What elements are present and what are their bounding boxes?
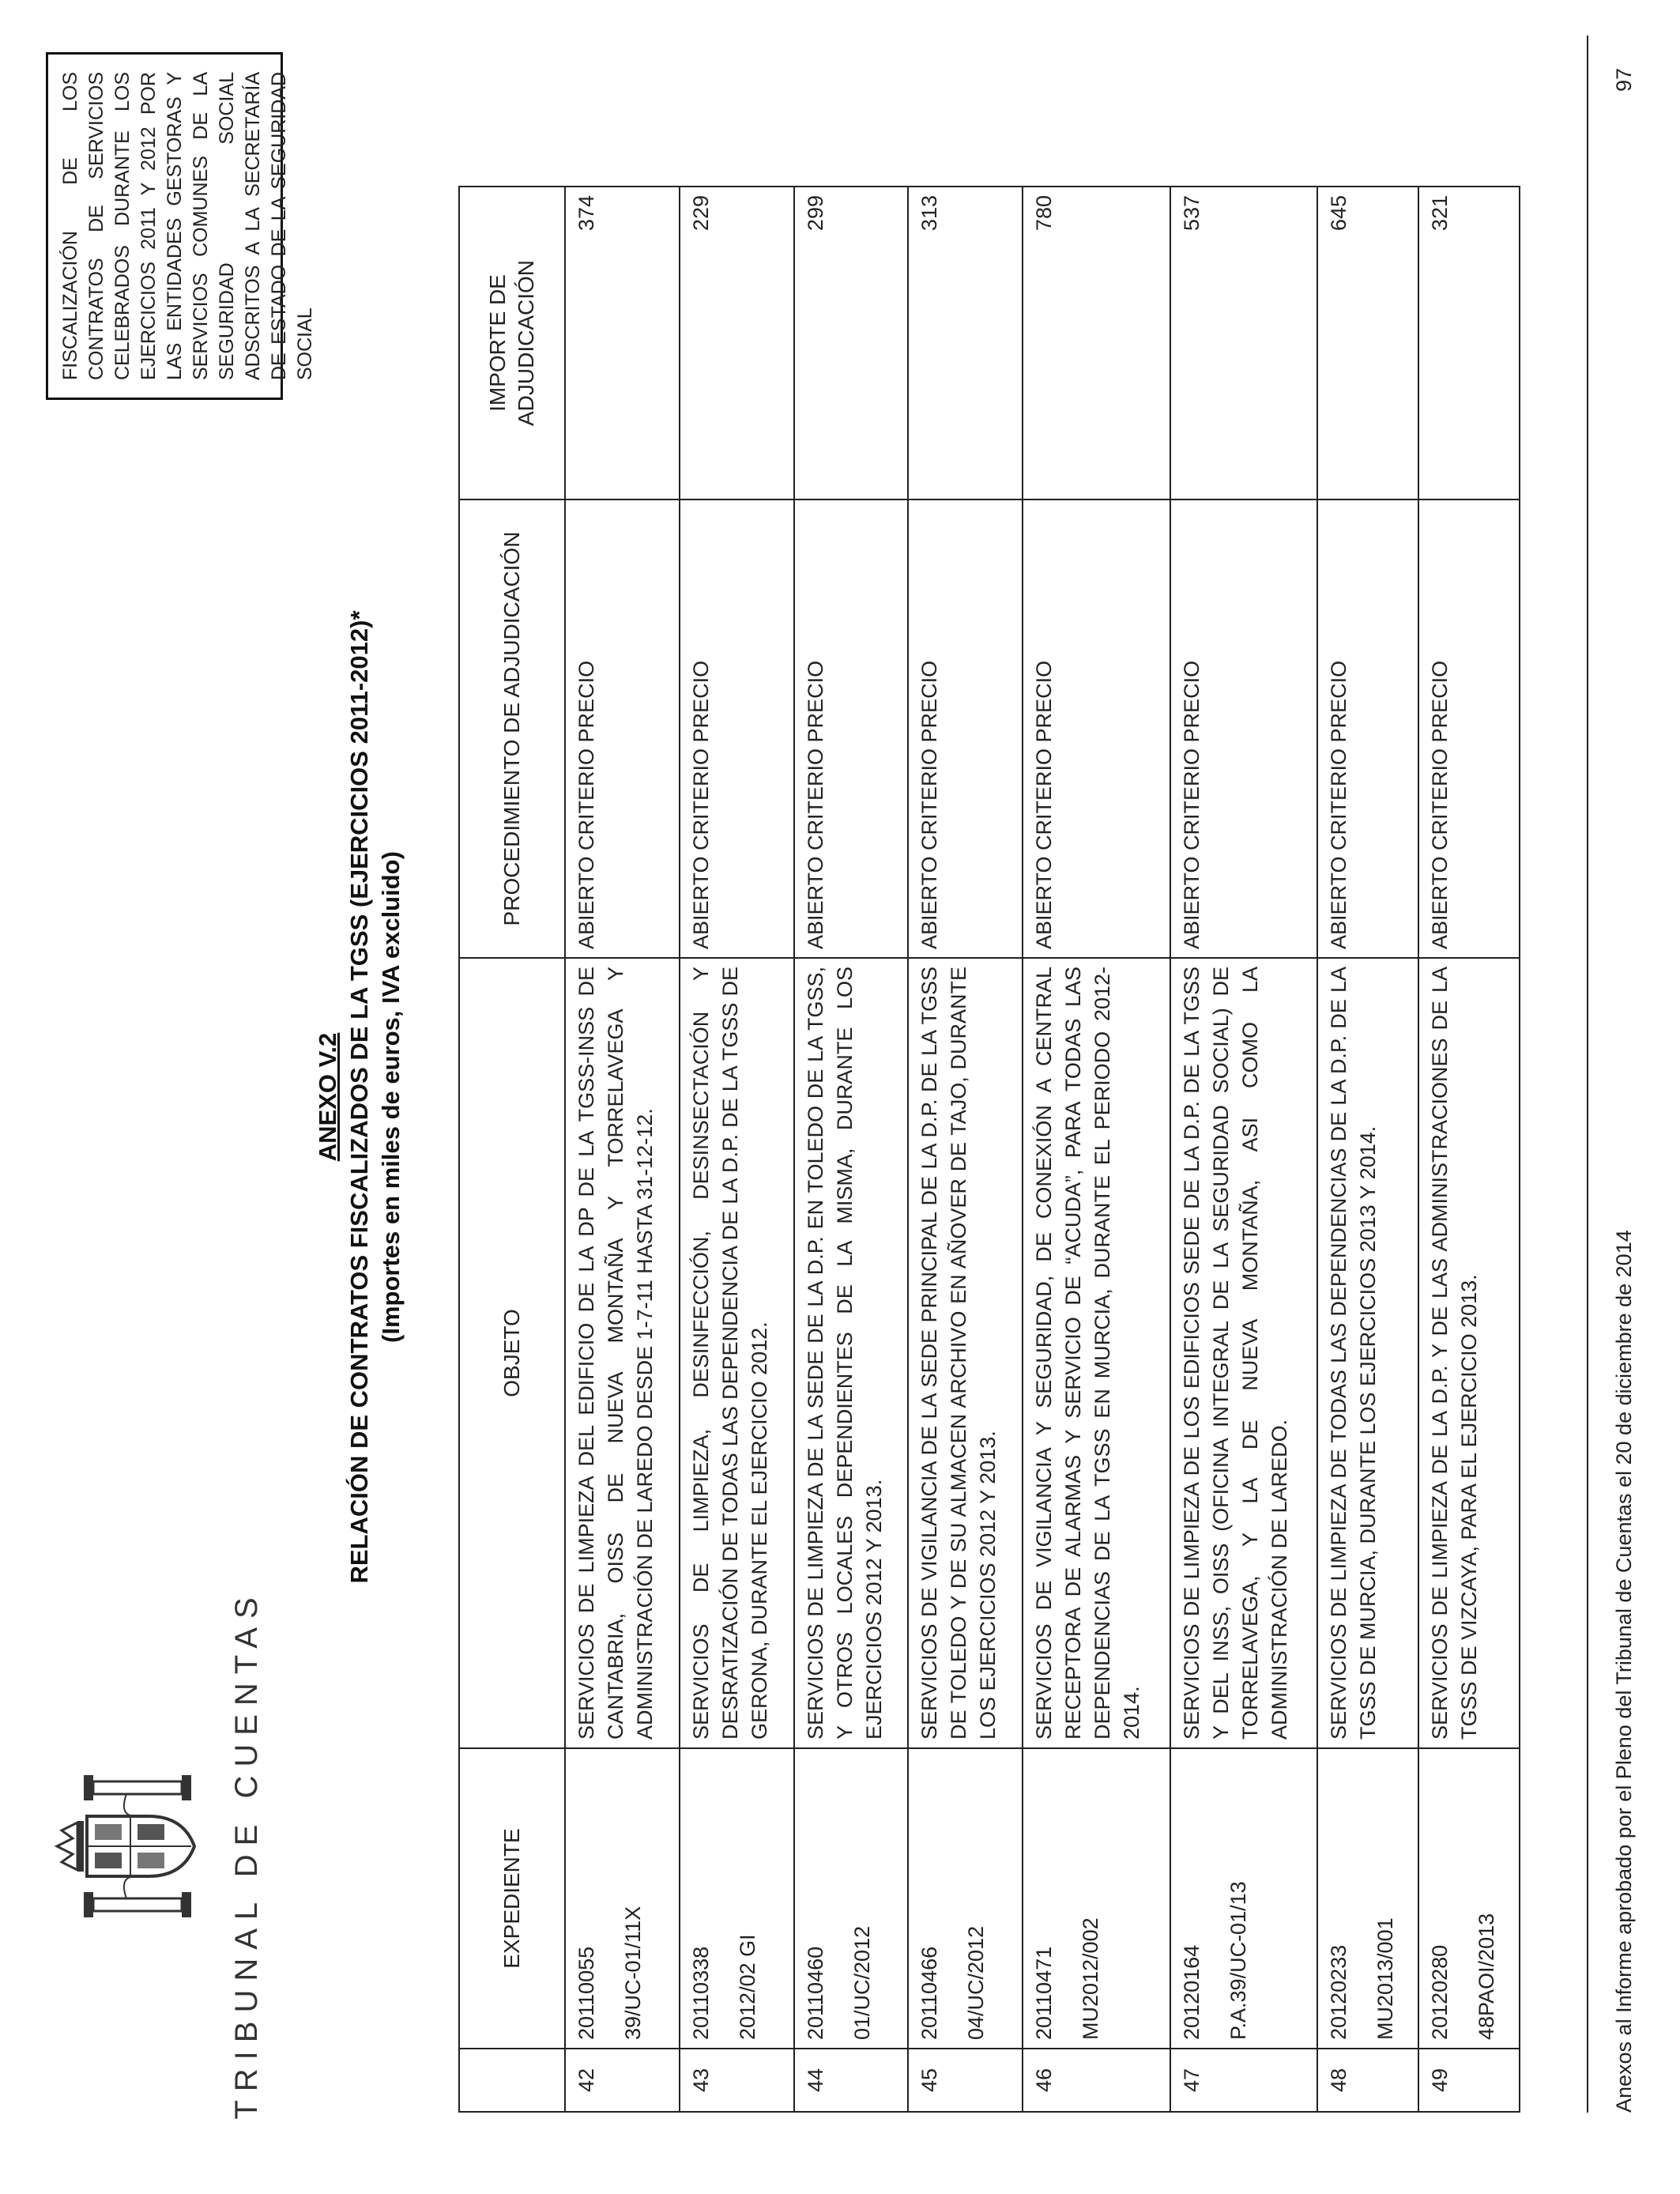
cell-importe: 645 [1317, 187, 1418, 499]
expediente-number: 20110055 [574, 1946, 598, 2040]
expediente-code: P.A.39/UC-01/13 [1226, 1881, 1250, 2040]
expediente-number: 20110471 [1032, 1946, 1057, 2040]
contracts-table [458, 186, 1520, 2113]
cell-objeto: SERVICIOS DE LIMPIEZA DE LA D.P. Y DE LAS ADMINISTRACIONES DE LA TGSS DE VIZCAYA, PARA EL EJERCICIO 2013. [1418, 958, 1520, 1748]
expediente-code: 48PAOI/2013 [1474, 1913, 1498, 2040]
cell-procedimiento: ABIERTO CRITERIO PRECIO [1317, 499, 1418, 958]
expediente-number: 20120280 [1427, 1944, 1452, 2040]
table-row [1170, 187, 1317, 2112]
coat-of-arms-seal [47, 1767, 205, 1925]
cell-importe: 229 [680, 187, 794, 499]
footer-divider [1587, 36, 1588, 2113]
cell-num: 42 [565, 2049, 680, 2112]
cell-importe: 537 [1170, 187, 1317, 499]
expediente-number: 20120233 [1326, 1944, 1350, 2040]
cell-objeto: SERVICIOS DE LIMPIEZA DE TODAS LAS DEPENDENCIAS DE LA D.P. DE LA TGSS DE MURCIA, DURANTE LOS EJERCICIOS 2013 Y 2014. [1317, 958, 1418, 1748]
cell-procedimiento: ABIERTO CRITERIO PRECIO [680, 499, 794, 958]
annex-title: ANEXO V.2 [314, 1032, 341, 1162]
cell-objeto: SERVICIOS DE LIMPIEZA DE LA SEDE DE LA D.P. EN TOLEDO DE LA TGSS, Y OTROS LOCALES DEPENDIENTES DE LA MISMA, DURANTE LOS EJERCICIOS 2012 Y 2013. [794, 958, 909, 1748]
cell-objeto: SERVICIOS DE VIGILANCIA Y SEGURIDAD, DE CONEXIÓN A CENTRAL RECEPTORA DE ALARMAS Y SERVICIO DE “ACUDA”, PARA TODAS LAS DEPENDENCIAS DE LA TGSS EN MURCIA, DURANTE EL PERIODO 2012-2014. [1023, 958, 1170, 1748]
expediente-code: MU2013/001 [1373, 1917, 1397, 2040]
cell-importe: 321 [1418, 187, 1520, 499]
table-row [1023, 187, 1170, 2112]
cell-procedimiento: ABIERTO CRITERIO PRECIO [565, 499, 680, 958]
cell-procedimiento: ABIERTO CRITERIO PRECIO [794, 499, 909, 958]
main-title: RELACIÓN DE CONTRATOS FISCALIZADOS DE LA TGSS (EJERCICIOS 2011-2012)* [345, 610, 373, 1584]
cell-objeto: SERVICIOS DE LIMPIEZA DE LOS EDIFICIOS SEDE DE LA D.P. DE LA TGSS Y DEL INSS, OISS (OFICINA INTEGRAL DE LA SEGURIDAD SOCIAL) DE TORRELAVEGA, Y LA DE NUEVA MONTAÑA, ASI COMO LA ADMINISTRACIÓN DE LAREDO. [1170, 958, 1317, 1748]
expediente-code: 39/UC-01/11X [621, 1906, 645, 2040]
header-expediente: EXPEDIENTE [459, 1748, 565, 2049]
table-row [1418, 187, 1520, 2112]
cell-num: 43 [680, 2049, 794, 2112]
cell-importe: 299 [794, 187, 909, 499]
cell-expediente [1317, 1748, 1418, 2049]
cell-objeto: SERVICIOS DE LIMPIEZA DEL EDIFICIO DE LA DP DE LA TGSS-INSS DE CANTABRIA, OISS DE NUEVA MONTAÑA Y TORRELAVEGA Y ADMINISTRACIÓN DE LAREDO DESDE 1-7-11 HASTA 31-12-12. [565, 958, 680, 1748]
table-row [680, 187, 794, 2112]
expediente-code: MU2012/002 [1079, 1917, 1103, 2040]
cell-num: 44 [794, 2049, 909, 2112]
cell-objeto: SERVICIOS DE LIMPIEZA, DESINFECCIÓN, DESINSECTACIÓN Y DESRATIZACIÓN DE TODAS LAS DEPENDENCIA DE LA D.P. DE LA TGSS DE GERONA, DURANTE EL EJERCICIO 2012. [680, 958, 794, 1748]
cell-expediente [908, 1748, 1023, 2049]
table-row [565, 187, 680, 2112]
cell-num: 45 [908, 2049, 1023, 2112]
cell-expediente [1170, 1748, 1317, 2049]
report-title-box [46, 52, 316, 400]
report-title-text: FISCALIZACIÓN DE LOS CONTRATOS DE SERVICIOS CELEBRADOS DURANTE LOS EJERCICIOS 2011 Y 2012 POR LAS ENTIDADES GESTORAS Y SERVICIOS COMUNES DE LA SEGURIDAD SOCIAL ADSCRITOS A LA SECRETARÍA DE ESTADO DE LA SEGURIDAD SOCIAL [59, 72, 316, 380]
cell-expediente [1418, 1748, 1520, 2049]
cell-importe: 780 [1023, 187, 1170, 499]
page-number: 97 [1612, 67, 1636, 92]
header-importe: IMPORTE DE ADJUDICACIÓN [459, 187, 565, 499]
title-block [312, 0, 407, 2194]
cell-procedimiento: ABIERTO CRITERIO PRECIO [1418, 499, 1520, 958]
cell-num: 47 [1170, 2049, 1317, 2112]
table-row [1317, 187, 1418, 2112]
expediente-number: 20110460 [803, 1946, 827, 2040]
expediente-number: 20110338 [688, 1946, 713, 2040]
cell-procedimiento: ABIERTO CRITERIO PRECIO [1170, 499, 1317, 958]
table-row [908, 187, 1023, 2112]
table-header-row [459, 187, 565, 2112]
cell-expediente [565, 1748, 680, 2049]
header-num [459, 2049, 565, 2112]
header-objeto: OBJETO [459, 958, 565, 1748]
cell-num: 48 [1317, 2049, 1418, 2112]
cell-procedimiento: ABIERTO CRITERIO PRECIO [908, 499, 1023, 958]
table-row [794, 187, 909, 2112]
expediente-code: 2012/02 GI [735, 1934, 759, 2040]
cell-num: 49 [1418, 2049, 1520, 2112]
cell-importe: 374 [565, 187, 680, 499]
expediente-code: 01/UC/2012 [849, 1925, 874, 2040]
cell-expediente [794, 1748, 909, 2049]
subtitle: (Importes en miles de euros, IVA excluido) [377, 851, 405, 1343]
logo-block [47, 1578, 269, 2131]
cell-procedimiento: ABIERTO CRITERIO PRECIO [1023, 499, 1170, 958]
cell-num: 46 [1023, 2049, 1170, 2112]
cell-expediente [1023, 1748, 1170, 2049]
expediente-code: 04/UC/2012 [964, 1925, 989, 2040]
footer-text: Anexos al Informe aprobado por el Pleno del Tribunal de Cuentas el 20 de diciembre de 2014 [1612, 1230, 1636, 2113]
cell-expediente [680, 1748, 794, 2049]
cell-importe: 313 [908, 187, 1023, 499]
expediente-number: 20110466 [917, 1946, 942, 2040]
header-procedimiento: PROCEDIMIENTO DE ADJUDICACIÓN [459, 499, 565, 958]
organization-name: TRIBUNAL DE CUENTAS [229, 1589, 264, 2120]
expediente-number: 20120164 [1179, 1944, 1203, 2040]
cell-objeto: SERVICIOS DE VIGILANCIA DE LA SEDE PRINCIPAL DE LA D.P. DE LA TGSS DE TOLEDO Y DE SU ALMACEN ARCHIVO EN AÑOVER DE TAJO, DURANTE LOS EJERCICIOS 2012 Y 2013. [908, 958, 1023, 1748]
